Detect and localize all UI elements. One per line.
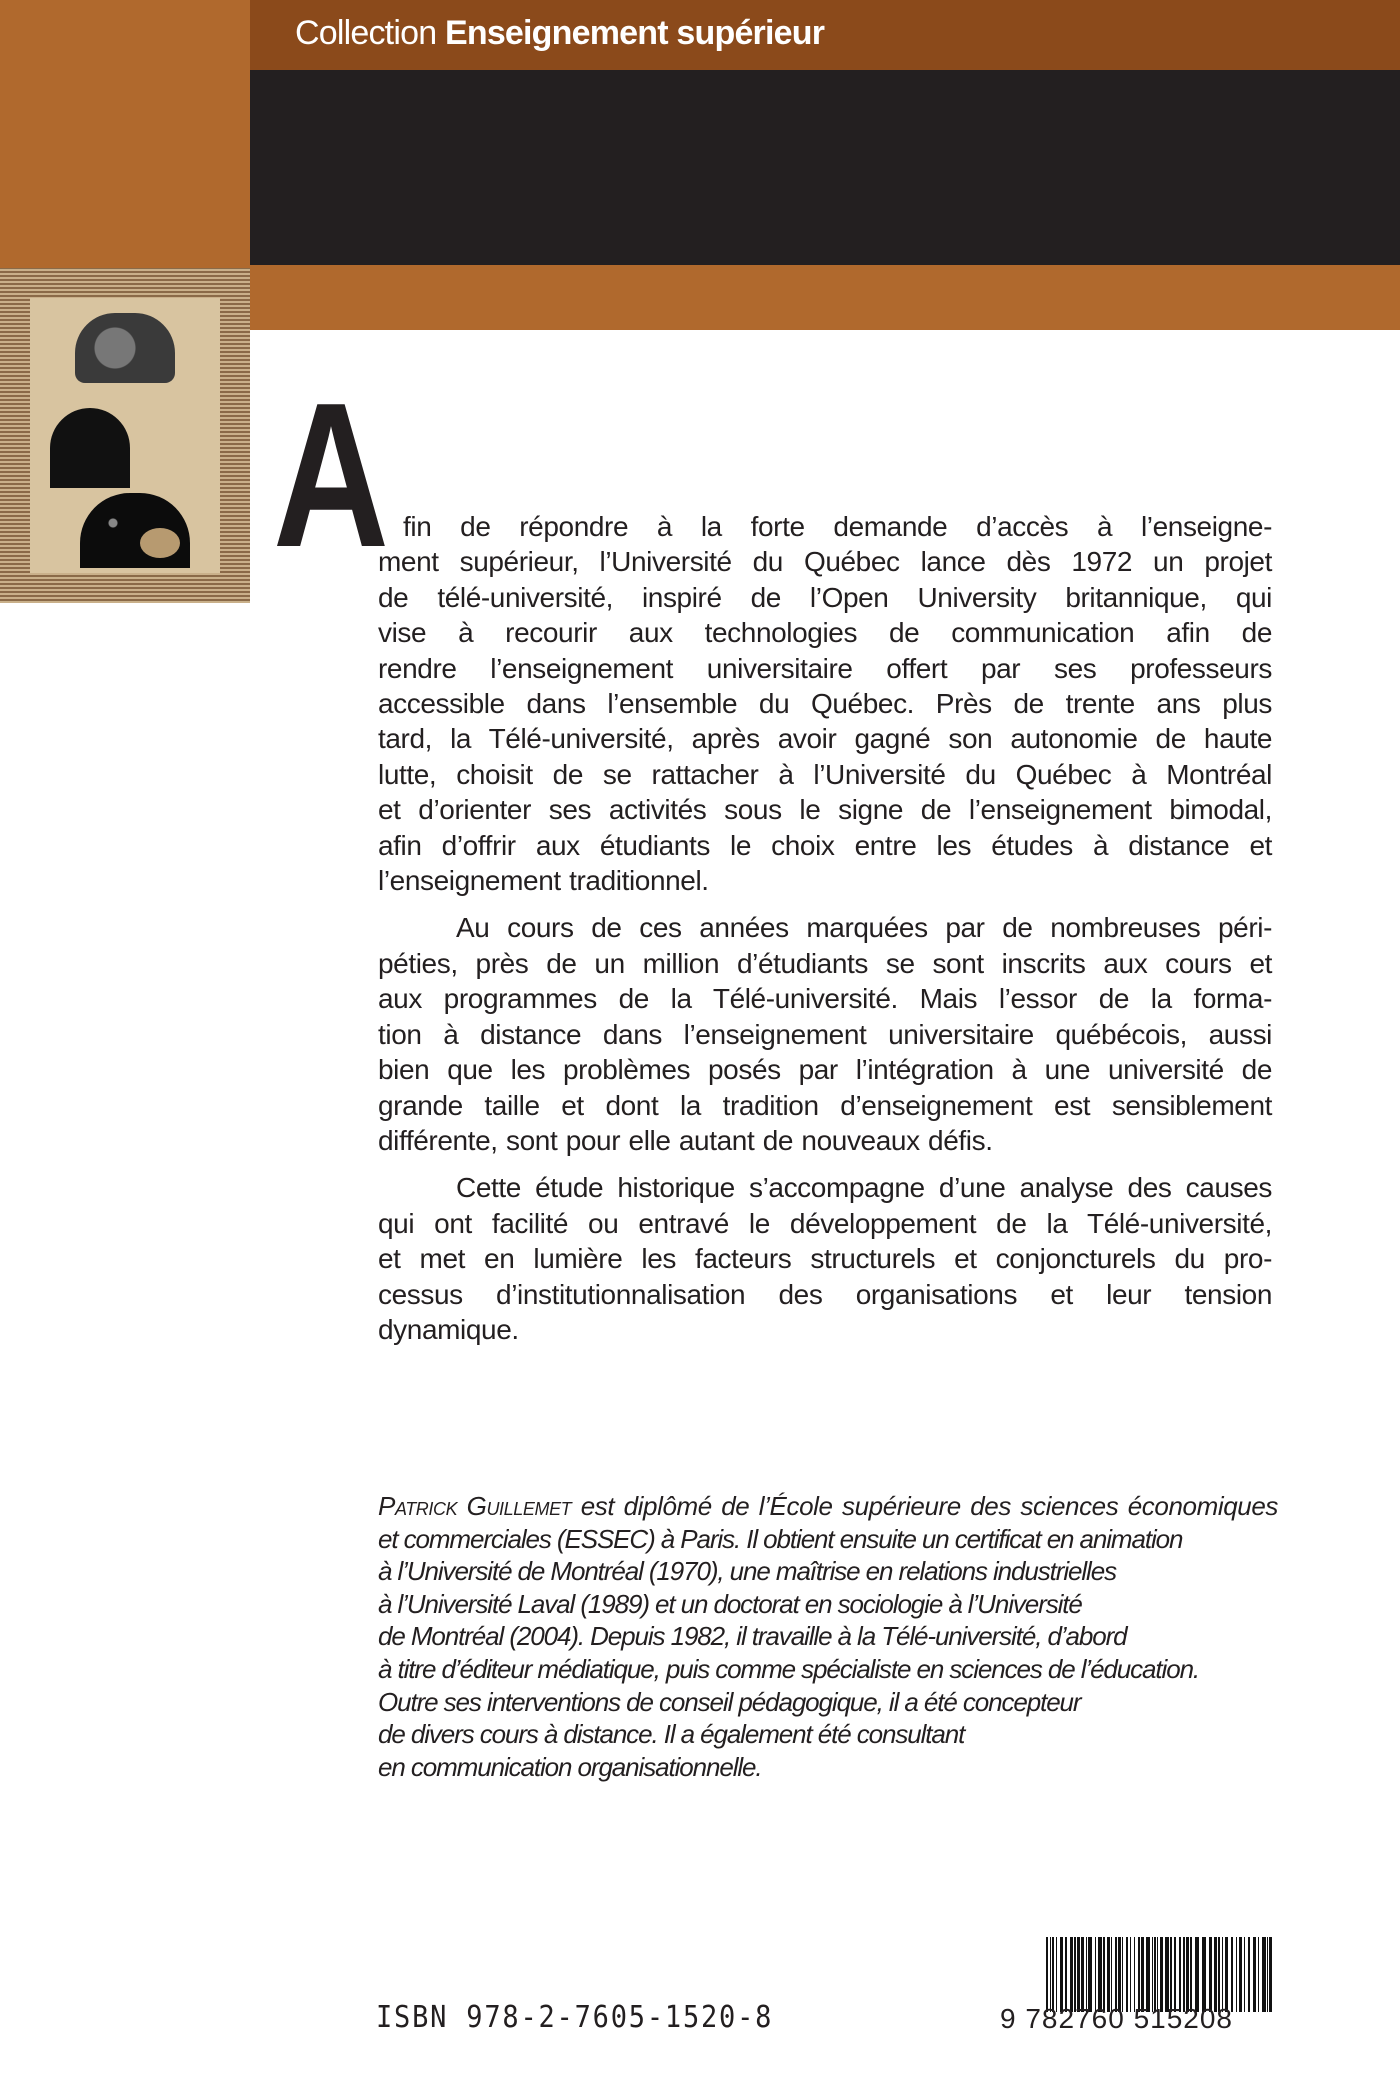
barcode-bar — [1095, 1937, 1096, 2012]
barcode-bar — [1231, 1937, 1233, 2012]
barcode-bar — [1157, 1937, 1158, 2012]
back-cover-summary — [378, 509, 1272, 1359]
barcode-bar — [1056, 1937, 1057, 2012]
text-line: Cette étude historique s’accompagne d’une analyse des causes — [456, 1172, 1272, 1204]
barcode-bar — [1183, 1937, 1185, 2012]
barcode-bar — [1115, 1937, 1117, 2012]
barcode-bar — [1122, 1937, 1123, 2012]
dark-band — [250, 70, 1400, 265]
barcode-bar — [1046, 1937, 1048, 2012]
text-line: ment supérieur, l’Université du Québec lance dès 1972 un projet — [378, 546, 1272, 578]
barcode-bar — [1174, 1937, 1176, 2012]
author-name: Patrick Guillemet — [378, 1491, 572, 1521]
barcode-bar — [1170, 1937, 1172, 2012]
bio-line: et commerciales (ESSEC) à Paris. Il obtient ensuite un certificat en animation — [378, 1523, 1183, 1554]
text-line: et met en lumière les facteurs structurels et conjoncturels du pro- — [378, 1243, 1272, 1275]
text-line: Au cours de ces années marquées par de nombreuses péri- — [456, 912, 1272, 944]
barcode-bar — [1070, 1937, 1073, 2012]
barcode-bar — [1262, 1937, 1266, 2012]
bio-line: est diplômé de l’École supérieure des sciences économiques — [571, 1491, 1278, 1521]
author-bio — [378, 1490, 1278, 1783]
barcode-bar — [1126, 1937, 1128, 2012]
barcode-bar — [1077, 1937, 1080, 2012]
drop-cap: A — [273, 360, 390, 590]
barcode — [1000, 1937, 1280, 2034]
barcode-bar — [1086, 1937, 1087, 2012]
collection-prefix: Collection — [295, 14, 437, 52]
barcode-bar — [1186, 1937, 1189, 2012]
text-line: qui ont facilité ou entravé le développement de la Télé-université, — [378, 1207, 1272, 1239]
barcode-bar — [1111, 1937, 1112, 2012]
text-line: lutte, choisit de se rattacher à l’Université du Québec à Montréal — [378, 758, 1272, 790]
text-line: aux programmes de la Télé-université. Mais l’essor de la forma- — [378, 983, 1272, 1015]
barcode-bar — [1081, 1937, 1084, 2012]
barcode-bar — [1225, 1937, 1228, 2012]
paragraph — [378, 910, 1272, 1158]
paragraph — [378, 509, 1272, 898]
left-color-block — [0, 0, 250, 268]
barcode-bar — [1130, 1937, 1131, 2012]
barcode-bar — [1202, 1937, 1206, 2012]
barcode-number: 9 782760 515208 — [1000, 2003, 1233, 2034]
collection-name: Enseignement supérieur — [444, 14, 825, 52]
bio-line: à titre d’éditeur médiatique, puis comme spécialiste en sciences de l’éducation. — [378, 1653, 1200, 1684]
barcode-bar — [1146, 1937, 1150, 2012]
barcode-bar — [1107, 1937, 1110, 2012]
text-line: et d’orienter ses activités sous le signe de l’enseignement bimodal, — [378, 794, 1272, 826]
bio-line: de Montréal (2004). Depuis 1982, il travaille à la Télé-université, d’abord — [378, 1621, 1127, 1652]
barcode-bar — [1190, 1937, 1192, 2012]
cover-artwork-image — [0, 268, 250, 603]
barcode-bar — [1138, 1937, 1140, 2012]
barcode-bar — [1141, 1937, 1144, 2012]
text-line: fin de répondre à la forte demande d’accès à l’enseigne- — [403, 511, 1272, 542]
text-line: accessible dans l’ensemble du Québec. Près de trente ans plus — [378, 688, 1272, 720]
barcode-bar — [1258, 1937, 1259, 2012]
barcode-bar — [1088, 1937, 1092, 2012]
barcode-bar — [1103, 1937, 1105, 2012]
text-line: différente, sont pour elle autant de nouveaux défis. — [378, 1124, 993, 1156]
text-line: vise à recourir aux technologies de communication afin de — [378, 617, 1272, 649]
barcode-bar — [1195, 1937, 1199, 2012]
barcode-bar — [1236, 1937, 1237, 2012]
text-line: tion à distance dans l’enseignement universitaire québécois, aussi — [378, 1018, 1272, 1050]
collection-title — [295, 14, 824, 53]
paragraph — [378, 1170, 1272, 1347]
barcode-bar — [1065, 1937, 1067, 2012]
barcode-bar — [1218, 1937, 1220, 2012]
bio-line: à l’Université Laval (1989) et un doctorat en sociologie à l’Université — [378, 1588, 1082, 1619]
text-line: cessus d’institutionnalisation des organisations et leur tension — [378, 1278, 1272, 1310]
barcode-bar — [1152, 1937, 1153, 2012]
barcode-bar — [1222, 1937, 1223, 2012]
barcode-bar — [1267, 1937, 1268, 2012]
barcode-bar — [1214, 1937, 1217, 2012]
text-line: afin d’offrir aux étudiants le choix entre les études à distance et — [378, 829, 1272, 861]
barcode-bar — [1248, 1937, 1250, 2012]
barcode-bar — [1134, 1937, 1135, 2012]
barcode-bar — [1160, 1937, 1163, 2012]
bio-line: à l’Université de Montréal (1970), une maîtrise en relations industrielles — [378, 1556, 1116, 1587]
barcode-bar — [1074, 1937, 1076, 2012]
bio-line: Outre ses interventions de conseil pédagogique, il a été concepteur — [378, 1686, 1081, 1717]
barcode-bar — [1244, 1937, 1245, 2012]
barcode-bar — [1165, 1937, 1169, 2012]
orange-band — [250, 265, 1400, 330]
text-line: l’enseignement traditionnel. — [378, 865, 709, 897]
barcode-bar — [1060, 1937, 1063, 2012]
barcode-bar — [1050, 1937, 1051, 2012]
text-line: rendre l’enseignement universitaire offert par ses professeurs — [378, 652, 1272, 684]
text-line: de télé-université, inspiré de l’Open University britannique, qui — [378, 581, 1272, 613]
text-line: péties, près de un million d’étudiants se sont inscrits aux cours et — [378, 947, 1272, 979]
text-line: tard, la Télé-université, après avoir gagné son autonomie de haute — [378, 723, 1272, 755]
text-line: bien que les problèmes posés par l’intégration à une université de — [378, 1054, 1272, 1086]
barcode-bar — [1098, 1937, 1102, 2012]
barcode-bar — [1118, 1937, 1121, 2012]
bio-line: en communication organisationnelle. — [378, 1751, 762, 1782]
barcode-bar — [1179, 1937, 1181, 2012]
barcode-bar — [1052, 1937, 1054, 2012]
text-line: dynamique. — [378, 1313, 519, 1345]
bio-line: de divers cours à distance. Il a également été consultant — [378, 1719, 965, 1750]
barcode-bars — [1046, 1937, 1276, 2012]
barcode-bar — [1253, 1937, 1256, 2012]
text-line: grande taille et dont la tradition d’enseignement est sensiblement — [378, 1089, 1272, 1121]
barcode-bar — [1209, 1937, 1212, 2012]
barcode-bar — [1269, 1937, 1272, 2012]
isbn: ISBN 978-2-7605-1520-8 — [376, 2000, 774, 2035]
collection-header — [250, 0, 1400, 70]
barcode-bar — [1239, 1937, 1242, 2012]
barcode-bar — [1154, 1937, 1156, 2012]
